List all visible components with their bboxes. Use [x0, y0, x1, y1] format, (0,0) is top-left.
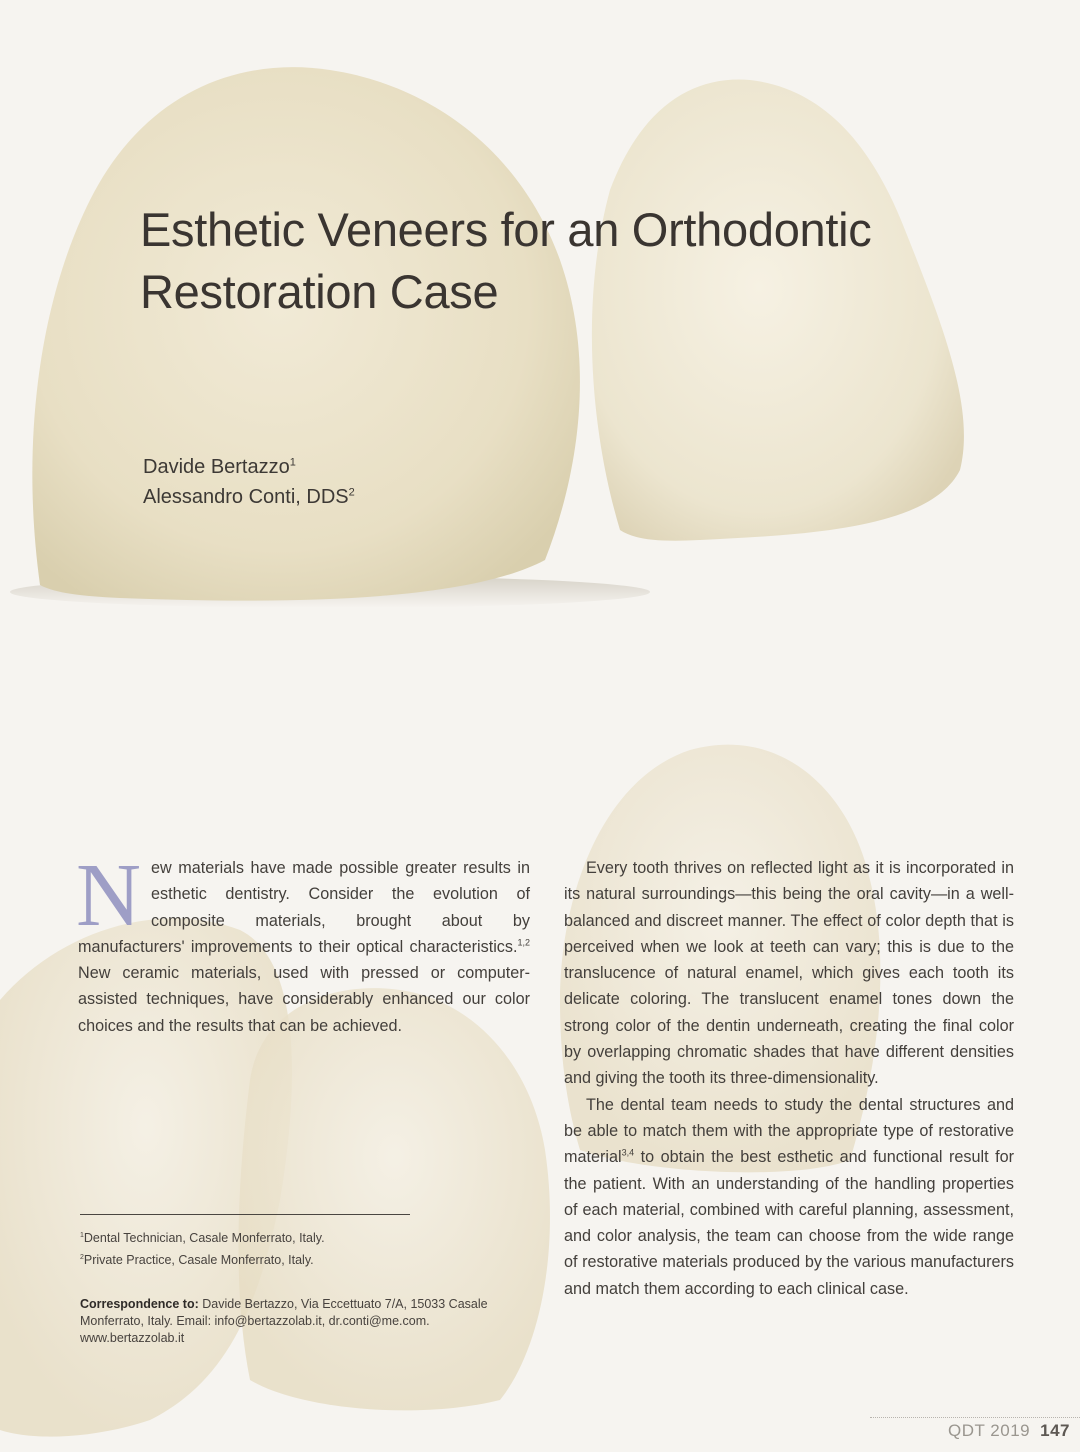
footnote-1: $^1$Dental Technician, Casale Monferrato, Italy.	[80, 1231, 325, 1245]
veneer-bottom-left-2	[238, 988, 550, 1410]
title-line-1: Esthetic Veneers for an Orthodontic	[140, 203, 872, 257]
right-column	[564, 855, 1014, 1302]
correspondence: Correspondence to: Davide Bertazzo, Via Eccettuato 7/A, 15033 Casale Monferrato, Italy. Email: info@bertazzolab.it, dr.conti@me.com. www.bertazzolab.it	[80, 1297, 488, 1345]
author-2: Alessandro Conti, DDS$^2$	[143, 486, 355, 508]
veneer-left-top	[32, 67, 580, 600]
title-line-2: Restoration Case	[140, 265, 499, 319]
footnote-rule	[80, 1214, 410, 1215]
body-paragraph-2: The dental team needs to study the dental structures and be able to match them with the appropriate type of restorative material$^{3,4}$ to obtain the best esthetic and functional result for the patient. With an understanding of the handling properties of each material, combined with careful planning, assessment, and color analysis, the team can choose from the wide range of restorative materials produced by the various manufacturers and match them according to each clinical case.	[564, 1095, 1014, 1298]
left-column	[76, 846, 530, 1039]
author-1: Davide Bertazzo$^1$	[143, 456, 296, 478]
drop-cap: N	[76, 846, 141, 945]
page-footer	[948, 1421, 1070, 1441]
footer-rule	[870, 1417, 1080, 1418]
journal-name: QDT 2019	[948, 1421, 1031, 1440]
author-list	[143, 452, 355, 512]
page-number: 147	[1040, 1421, 1070, 1440]
body-paragraph-1: Every tooth thrives on reflected light as it is incorporated in its natural surroundings—this being the oral cavity—in a well-balanced and discreet manner. The effect of color depth that is perceived when we look at teeth can vary; this is due to the translucence of natural enamel, which gives each tooth its delicate coloring. The translucent enamel tones down the strong color of the dentin underneath, creating the final color by overlapping chromatic shades that have different densities and giving the tooth its three-dimensionality.	[564, 859, 1014, 1088]
intro-paragraph: New materials have made possible greater results in esthetic dentistry. Consider the evolution of composite materials, brought about by manufacturers' improvements to their optical characteristics.$^{1,2}$ New ceramic materials, used with pressed or computer-assisted techniques, have considerably enhanced our color choices and the results that can be achieved.	[76, 846, 530, 1035]
footnote-2: $^2$Private Practice, Casale Monferrato, Italy.	[80, 1253, 314, 1267]
article-title	[140, 199, 940, 323]
